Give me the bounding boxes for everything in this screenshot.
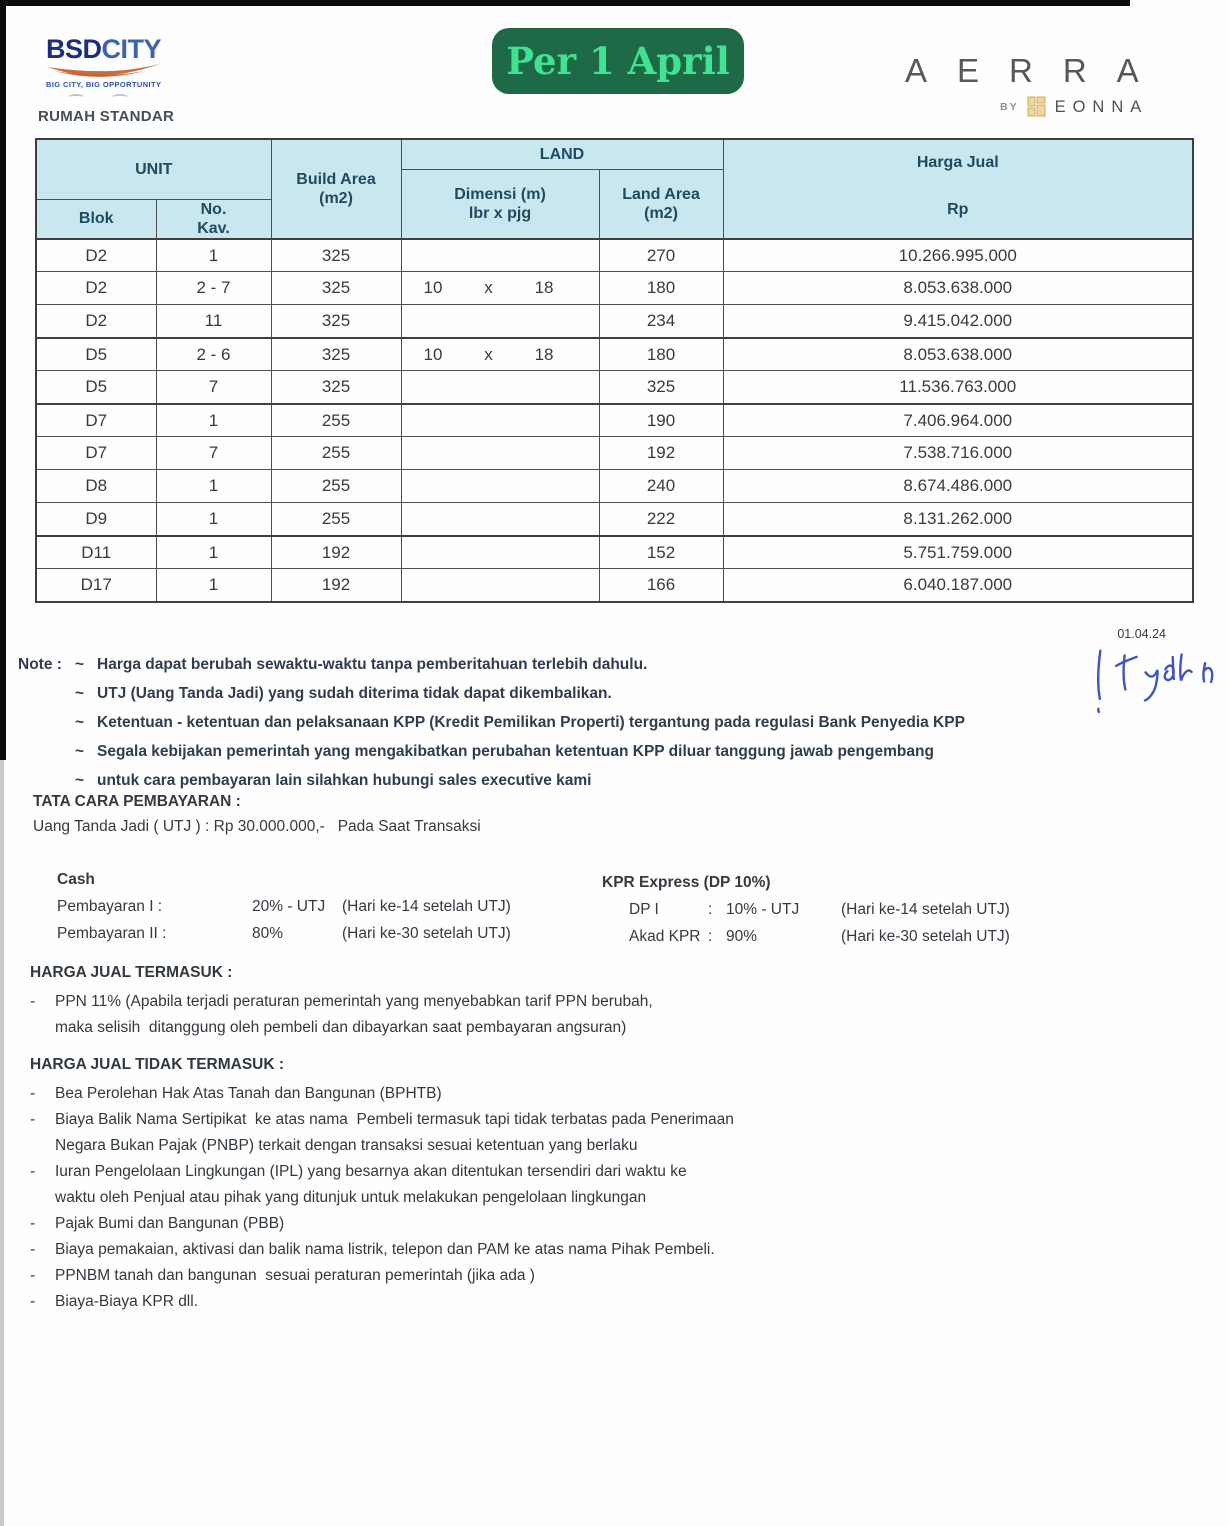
note-item bbox=[75, 650, 965, 679]
scan-edge-top bbox=[0, 0, 1130, 6]
item-lines bbox=[55, 1263, 535, 1289]
cell-land-area: 270 bbox=[599, 239, 723, 272]
kpr-cell: : bbox=[708, 928, 713, 945]
header-dimensi bbox=[401, 169, 599, 239]
cell-price: 7.406.964.000 bbox=[723, 404, 1193, 437]
logo-bsd-text: BSD bbox=[46, 34, 102, 64]
item-lines bbox=[55, 1237, 715, 1263]
note-text: untuk cara pembayaran lain silahkan hubungi sales executive kami bbox=[97, 772, 592, 789]
cell-build-area: 255 bbox=[271, 470, 401, 503]
kpr-cell: : bbox=[708, 901, 713, 918]
cash-cell: Pembayaran I : bbox=[57, 898, 163, 915]
note-text: Segala kebijakan pemerintah yang mengakibatkan perubahan ketentuan KPP diluar tanggung jawab pengembang bbox=[97, 743, 934, 760]
header-unit: UNIT bbox=[36, 139, 271, 199]
cell-build-area: 325 bbox=[271, 305, 401, 338]
cell-build-area: 325 bbox=[271, 338, 401, 371]
logo-swoosh-icon bbox=[46, 61, 164, 81]
utj-line: Uang Tanda Jadi ( UTJ ) : Rp 30.000.000,- Pada Saat Transaksi bbox=[33, 818, 481, 835]
cell-kav: 1 bbox=[156, 536, 271, 569]
excluded-title: HARGA JUAL TIDAK TERMASUK : bbox=[30, 1056, 285, 1073]
item-line: PPNBM tanah dan bangunan sesuai peraturan pemerintah (jika ada ) bbox=[55, 1267, 535, 1284]
header-kav-line1: No. bbox=[200, 200, 227, 218]
cell-land-area: 234 bbox=[599, 305, 723, 338]
cell-blok: D7 bbox=[36, 437, 156, 470]
dim-part: 10 bbox=[423, 278, 443, 298]
revision-date-stamp: 01.04.24 bbox=[1117, 627, 1166, 641]
cash-title: Cash bbox=[57, 871, 95, 888]
cell-price: 6.040.187.000 bbox=[723, 569, 1193, 602]
note-text: Ketentuan - ketentuan dan pelaksanaan KPP (Kredit Pemilikan Properti) tergantung pada regulasi Bank Penyedia KPP bbox=[97, 714, 965, 731]
table-row bbox=[36, 569, 1193, 602]
cell-dimensi bbox=[401, 536, 599, 569]
cell-kav: 7 bbox=[156, 371, 271, 404]
notes-section bbox=[18, 650, 965, 795]
cell-dimensi bbox=[401, 503, 599, 536]
date-badge: Per 1 April bbox=[492, 28, 744, 94]
price-table-body bbox=[36, 239, 1193, 602]
kpr-payment-block bbox=[602, 869, 1109, 950]
table-row bbox=[36, 338, 1193, 371]
cash-cell: (Hari ke-14 setelah UTJ) bbox=[342, 898, 511, 915]
table-row bbox=[36, 371, 1193, 404]
note-text: UTJ (Uang Tanda Jadi) yang sudah diterima tidak dapat dikembalikan. bbox=[97, 685, 612, 702]
cell-blok: D2 bbox=[36, 305, 156, 338]
cell-build-area: 192 bbox=[271, 536, 401, 569]
cell-dimensi bbox=[401, 305, 599, 338]
header-build-line2: (m2) bbox=[319, 189, 353, 207]
cell-kav: 1 bbox=[156, 239, 271, 272]
list-item bbox=[30, 989, 930, 1041]
cell-price: 11.536.763.000 bbox=[723, 371, 1193, 404]
cell-price: 9.415.042.000 bbox=[723, 305, 1193, 338]
header-dimensi-line2: lbr x pjg bbox=[468, 204, 532, 222]
bsd-city-logo bbox=[46, 36, 196, 100]
item-lines bbox=[55, 989, 653, 1041]
note-bullet: ~ bbox=[75, 772, 85, 789]
table-row bbox=[36, 536, 1193, 569]
cell-dimensi bbox=[401, 437, 599, 470]
price-table bbox=[35, 138, 1194, 603]
item-line: Iuran Pengelolaan Lingkungan (IPL) yang besarnya akan ditentukan tersendiri dari waktu ke bbox=[55, 1163, 687, 1180]
dimensi-values bbox=[424, 345, 554, 365]
cell-dimensi bbox=[401, 404, 599, 437]
list-item bbox=[30, 1289, 930, 1315]
logo-city-text: CITY bbox=[101, 34, 162, 64]
item-lines bbox=[55, 1081, 442, 1107]
cell-price: 7.538.716.000 bbox=[723, 437, 1193, 470]
kpr-rows bbox=[629, 896, 1109, 950]
payment-title: TATA CARA PEMBAYARAN : bbox=[33, 793, 241, 810]
kpr-cell: (Hari ke-14 setelah UTJ) bbox=[841, 901, 1010, 918]
kpr-cell: (Hari ke-30 setelah UTJ) bbox=[841, 928, 1010, 945]
item-lines bbox=[55, 1211, 284, 1237]
item-lines bbox=[55, 1107, 734, 1159]
kpr-title: KPR Express (DP 10%) bbox=[602, 874, 771, 891]
eonna-byline bbox=[1000, 96, 1148, 118]
cell-price: 8.131.262.000 bbox=[723, 503, 1193, 536]
cell-blok: D8 bbox=[36, 470, 156, 503]
cell-kav: 2 - 6 bbox=[156, 338, 271, 371]
cell-blok: D2 bbox=[36, 239, 156, 272]
item-dash: - bbox=[30, 1163, 36, 1180]
logo-tagline: BIG CITY, BIG OPPORTUNITY bbox=[46, 80, 162, 89]
cell-dimensi bbox=[401, 272, 599, 305]
eonna-label: EONNA bbox=[1054, 97, 1149, 116]
cell-blok: D17 bbox=[36, 569, 156, 602]
header-currency-label: Rp bbox=[947, 200, 969, 218]
header-price bbox=[723, 139, 1193, 239]
table-row bbox=[36, 503, 1193, 536]
kpr-cell: 10% - UTJ bbox=[726, 901, 800, 918]
dim-part: 18 bbox=[534, 344, 554, 364]
cell-land-area: 325 bbox=[599, 371, 723, 404]
scan-edge-left-faint bbox=[0, 760, 4, 1526]
eonna-logo-icon bbox=[1026, 96, 1048, 118]
cash-rows bbox=[57, 893, 537, 947]
cell-land-area: 166 bbox=[599, 569, 723, 602]
item-line: maka selisih ditanggung oleh pembeli dan dibayarkan saat pembayaran angsuran) bbox=[55, 1019, 627, 1036]
item-line: Biaya-Biaya KPR dll. bbox=[55, 1293, 199, 1310]
item-dash: - bbox=[30, 1215, 36, 1232]
logo-scan-marks bbox=[46, 94, 196, 100]
cash-cell: 20% - UTJ bbox=[252, 898, 326, 915]
cell-dimensi bbox=[401, 371, 599, 404]
list-item bbox=[30, 1159, 930, 1211]
note-text: Harga dapat berubah sewaktu-waktu tanpa pemberitahuan terlebih dahulu. bbox=[97, 656, 648, 673]
note-bullet: ~ bbox=[75, 743, 85, 760]
header-build-area bbox=[271, 139, 401, 239]
item-dash: - bbox=[30, 1293, 36, 1310]
table-row bbox=[36, 470, 1193, 503]
cell-build-area: 255 bbox=[271, 503, 401, 536]
header-land-group: LAND bbox=[401, 139, 723, 169]
kpr-cell: 90% bbox=[726, 928, 758, 945]
item-line: Biaya pemakaian, aktivasi dan balik nama listrik, telepon dan PAM ke atas nama Pihak Pembeli. bbox=[55, 1241, 715, 1258]
notes-label: Note : bbox=[18, 656, 62, 673]
excluded-section bbox=[30, 1052, 930, 1315]
item-dash: - bbox=[30, 1111, 36, 1128]
header-build-line1: Build Area bbox=[296, 170, 376, 188]
cash-cell: (Hari ke-30 setelah UTJ) bbox=[342, 925, 511, 942]
list-item bbox=[30, 1107, 930, 1159]
cash-payment-block bbox=[57, 866, 537, 947]
header-land-area bbox=[599, 169, 723, 239]
included-section bbox=[30, 960, 930, 1041]
cell-price: 8.053.638.000 bbox=[723, 338, 1193, 371]
cell-dimensi bbox=[401, 338, 599, 371]
item-dash: - bbox=[30, 1241, 36, 1258]
cell-kav: 11 bbox=[156, 305, 271, 338]
cell-price: 5.751.759.000 bbox=[723, 536, 1193, 569]
list-item bbox=[30, 1237, 930, 1263]
cell-dimensi bbox=[401, 569, 599, 602]
price-table-grid bbox=[35, 138, 1194, 603]
cell-land-area: 180 bbox=[599, 272, 723, 305]
note-item bbox=[75, 679, 965, 708]
table-row bbox=[36, 239, 1193, 272]
item-dash: - bbox=[30, 993, 36, 1010]
cell-land-area: 190 bbox=[599, 404, 723, 437]
cell-dimensi bbox=[401, 470, 599, 503]
cash-cell: Pembayaran II : bbox=[57, 925, 167, 942]
cell-build-area: 325 bbox=[271, 272, 401, 305]
included-title: HARGA JUAL TERMASUK : bbox=[30, 964, 233, 981]
cell-blok: D5 bbox=[36, 338, 156, 371]
dim-part: 10 bbox=[423, 344, 443, 364]
item-lines bbox=[55, 1159, 687, 1211]
header-kav-line2: Kav. bbox=[197, 219, 230, 237]
cell-kav: 1 bbox=[156, 503, 271, 536]
header-land-area-line2: (m2) bbox=[644, 204, 678, 222]
header-dimensi-line1: Dimensi (m) bbox=[454, 185, 546, 203]
note-item bbox=[75, 766, 965, 795]
item-dash: - bbox=[30, 1267, 36, 1284]
by-label: BY bbox=[1000, 101, 1019, 113]
dim-part: x bbox=[484, 278, 493, 298]
item-lines bbox=[55, 1289, 198, 1315]
excluded-list bbox=[30, 1081, 930, 1315]
item-dash: - bbox=[30, 1085, 36, 1102]
cash-cell: 80% bbox=[252, 925, 284, 942]
list-item bbox=[30, 1081, 930, 1107]
cell-blok: D11 bbox=[36, 536, 156, 569]
cell-build-area: 192 bbox=[271, 569, 401, 602]
cell-land-area: 240 bbox=[599, 470, 723, 503]
header-kav bbox=[156, 199, 271, 239]
cell-blok: D5 bbox=[36, 371, 156, 404]
cell-land-area: 152 bbox=[599, 536, 723, 569]
cell-blok: D7 bbox=[36, 404, 156, 437]
cell-kav: 1 bbox=[156, 569, 271, 602]
cell-land-area: 222 bbox=[599, 503, 723, 536]
cell-kav: 1 bbox=[156, 470, 271, 503]
item-line: Pajak Bumi dan Bangunan (PBB) bbox=[55, 1215, 285, 1232]
cell-land-area: 192 bbox=[599, 437, 723, 470]
note-item bbox=[75, 737, 965, 766]
header-land-area-line1: Land Area bbox=[622, 185, 700, 203]
cell-dimensi bbox=[401, 239, 599, 272]
dim-part: x bbox=[484, 344, 493, 364]
table-row bbox=[36, 404, 1193, 437]
dimensi-values bbox=[424, 278, 554, 298]
kpr-cell: DP I bbox=[629, 901, 659, 918]
item-line: Bea Perolehan Hak Atas Tanah dan Bangunan (BPHTB) bbox=[55, 1085, 442, 1102]
cell-blok: D2 bbox=[36, 272, 156, 305]
note-bullet: ~ bbox=[75, 714, 85, 731]
price-table-header bbox=[36, 139, 1193, 239]
cell-kav: 2 - 7 bbox=[156, 272, 271, 305]
note-bullet: ~ bbox=[75, 685, 85, 702]
item-line: waktu oleh Penjual atau pihak yang ditunjuk untuk melakukan pengelolaan lingkungan bbox=[55, 1189, 647, 1206]
cell-kav: 1 bbox=[156, 404, 271, 437]
cell-build-area: 325 bbox=[271, 239, 401, 272]
item-line: PPN 11% (Apabila terjadi peraturan pemerintah yang menyebabkan tarif PPN berubah, bbox=[55, 993, 653, 1010]
item-line: Negara Bukan Pajak (PNBP) terkait dengan transaksi sesuai ketentuan yang berlaku bbox=[55, 1137, 638, 1154]
note-item bbox=[75, 708, 965, 737]
table-row bbox=[36, 305, 1193, 338]
scan-edge-left bbox=[0, 0, 6, 760]
kpr-cell: Akad KPR bbox=[629, 928, 701, 945]
aerra-logo: AERRA bbox=[905, 52, 1169, 89]
page-title: RUMAH STANDAR bbox=[38, 108, 175, 125]
header-price-label: Harga Jual bbox=[916, 154, 999, 171]
item-line: Biaya Balik Nama Sertipikat ke atas nama Pembeli termasuk tapi tidak terbatas pada Penerimaan bbox=[55, 1111, 734, 1128]
table-row bbox=[36, 272, 1193, 305]
payment-section bbox=[33, 793, 481, 836]
handwritten-annotation bbox=[1086, 639, 1220, 724]
cell-price: 10.266.995.000 bbox=[723, 239, 1193, 272]
cell-price: 8.053.638.000 bbox=[723, 272, 1193, 305]
note-list bbox=[75, 650, 965, 795]
cell-land-area: 180 bbox=[599, 338, 723, 371]
list-item bbox=[30, 1211, 930, 1237]
cell-price: 8.674.486.000 bbox=[723, 470, 1193, 503]
table-row bbox=[36, 437, 1193, 470]
list-item bbox=[30, 1263, 930, 1289]
dim-part: 18 bbox=[534, 278, 554, 298]
cell-blok: D9 bbox=[36, 503, 156, 536]
cell-kav: 7 bbox=[156, 437, 271, 470]
cell-build-area: 325 bbox=[271, 371, 401, 404]
bsd-city-wordmark bbox=[46, 36, 196, 63]
included-list bbox=[30, 989, 930, 1041]
cell-build-area: 255 bbox=[271, 437, 401, 470]
header-blok: Blok bbox=[36, 199, 156, 239]
cell-build-area: 255 bbox=[271, 404, 401, 437]
note-bullet: ~ bbox=[75, 656, 85, 673]
